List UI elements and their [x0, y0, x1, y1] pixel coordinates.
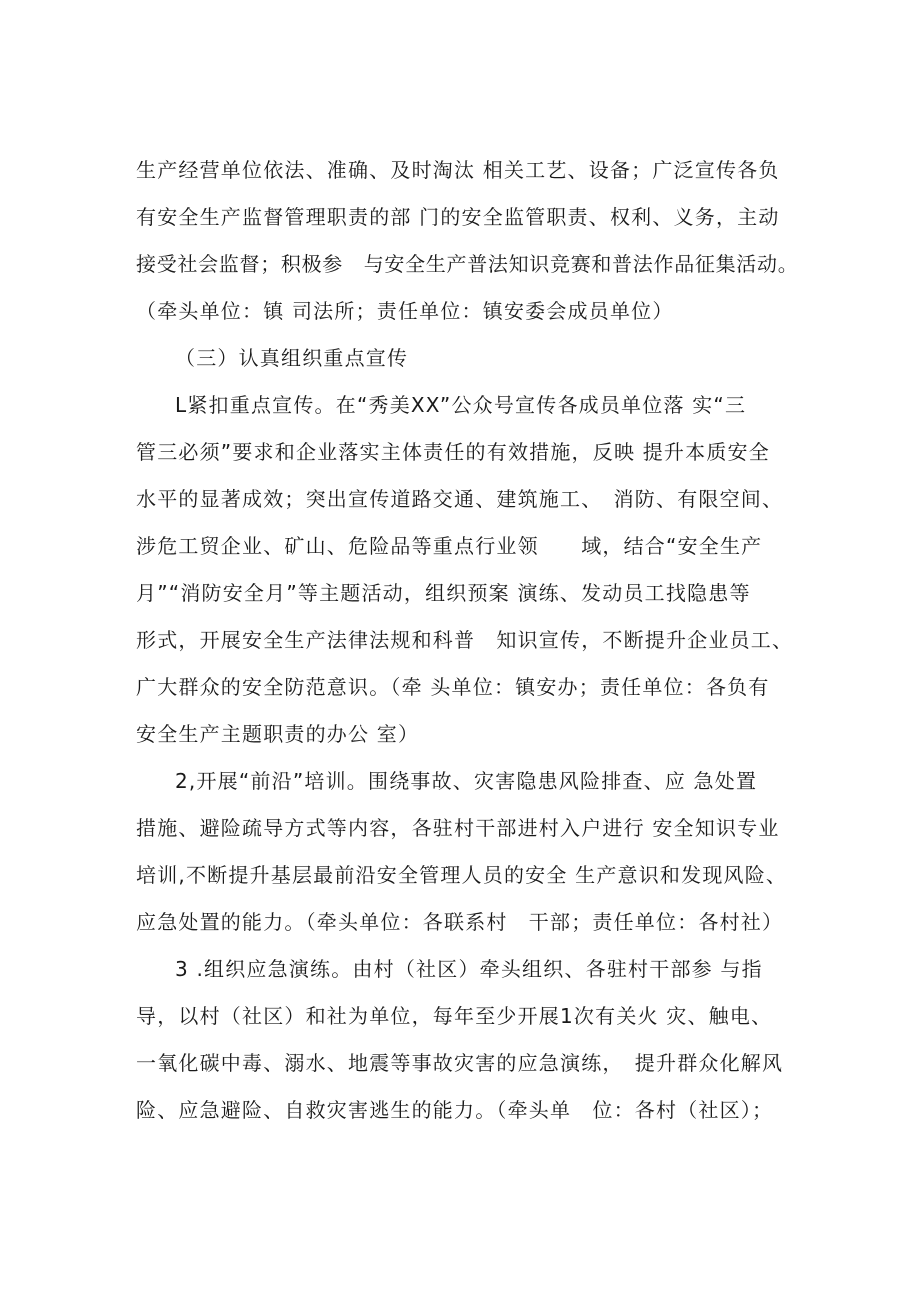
body-text-line: 形式，开展安全生产法律法规和科普 知识宣传，不断提升企业员工、 — [136, 628, 794, 652]
body-text-line: 3 .组织应急演练。由村（社区）牵头组织、各驻村干部参 与指 — [175, 957, 763, 981]
body-text-line: 应急处置的能力。（牵头单位：各联系村 干部；责任单位：各村社） — [136, 910, 784, 934]
body-text-line: 措施、避险疏导方式等内容，各驻村干部进村入户进行 安全知识专业 — [136, 816, 780, 840]
body-text-line: 生产经营单位依法、准确、及时淘汰 相关工艺、设备；广泛宣传各负 — [136, 158, 780, 182]
body-text-line: 2,开展“前沿”培训。围绕事故、灾害隐患风险排查、应 急处置 — [175, 769, 758, 793]
section-heading: （三）认真组织重点宣传 — [175, 346, 409, 370]
body-text-line: 培训,不断提升基层最前沿安全管理人员的安全 生产意识和发现风险、 — [136, 863, 788, 887]
body-text-line: L紧扣重点宣传。在“秀美XX”公众号宣传各成员单位落 实“三 — [175, 393, 747, 417]
body-text-line: 安全生产主题职责的办公 室） — [136, 722, 420, 746]
body-text-line: 管三必须”要求和企业落实主体责任的有效措施，反映 提升本质安全 — [136, 440, 770, 464]
body-text-line: 水平的显著成效；突出宣传道路交通、建筑施工、 消防、有限空间、 — [136, 487, 784, 511]
body-text-line: 月”“消防安全月”等主题活动，组织预案 演练、发动员工找隐患等 — [136, 581, 751, 605]
body-text-line: 有安全生产监督管理职责的部 门的安全监管职责、权利、义务，主动 — [136, 205, 780, 229]
body-text-line: 导，以村（社区）和社为单位，每年至少开展1次有关火 灾、触电、 — [136, 1004, 773, 1028]
body-text-line: （牵头单位：镇 司法所；责任单位：镇安委会成员单位） — [136, 299, 674, 323]
body-text-line: 一氧化碳中毒、溺水、地震等事故灾害的应急演练， 提升群众化解风 — [136, 1051, 784, 1075]
body-text-line: 险、应急避险、自救灾害逃生的能力。（牵头单 位：各村（社区）； — [136, 1098, 774, 1122]
body-text-line: 广大群众的安全防范意识。（牵 头单位：镇安办；责任单位：各负有 — [136, 675, 770, 699]
body-text-line: 接受社会监督；积极参 与安全生产普法知识竞赛和普法作品征集活动。 — [136, 252, 799, 276]
body-text-line: 涉危工贸企业、矿山、危险品等重点行业领 域，结合“安全生产 — [136, 534, 763, 558]
